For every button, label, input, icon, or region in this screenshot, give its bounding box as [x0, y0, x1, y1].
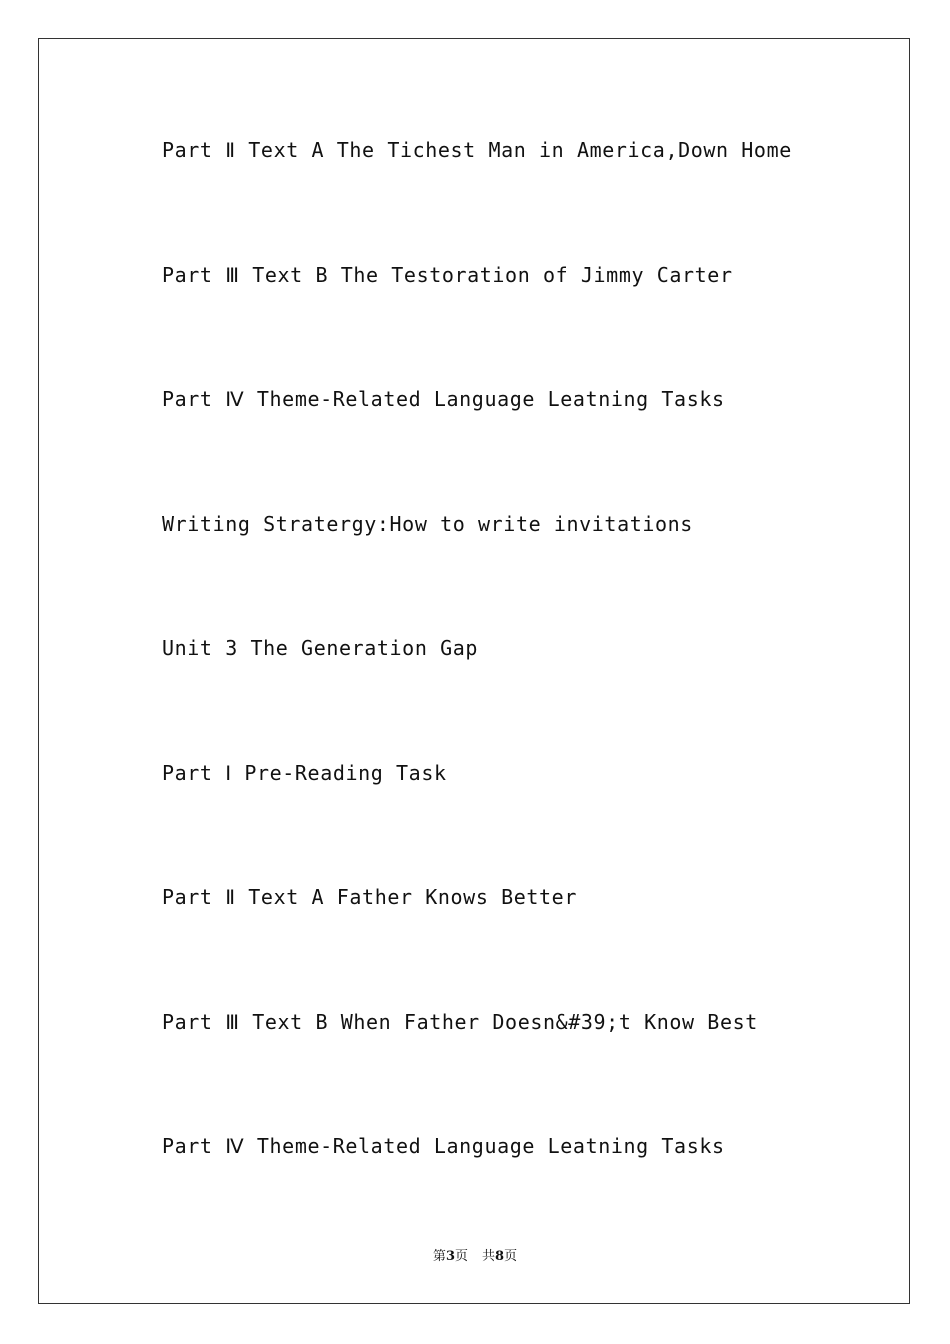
text-line: Part Ⅱ Text A The Tichest Man in America,Down Home [162, 138, 792, 162]
text-line: Writing Stratergy:How to write invitations [162, 511, 693, 536]
text-line: Part Ⅳ Theme-Related Language Leatning Tasks [162, 387, 725, 411]
text-line: Part Ⅳ Theme-Related Language Leatning Tasks [162, 1134, 725, 1158]
document-body [162, 132, 882, 1253]
page-footer [0, 1247, 950, 1267]
text-line: Part Ⅲ Text B When Father Doesn&#39;t Know Best [162, 1009, 758, 1034]
text-line: Part Ⅰ Pre-Reading Task [162, 760, 447, 785]
text-line: Part Ⅱ Text A Father Knows Better [162, 885, 577, 909]
page-suffix: 页 [454, 1249, 468, 1264]
text-line: Part Ⅲ Text B The Testoration of Jimmy Carter [162, 262, 733, 287]
total-prefix: 共 [482, 1249, 496, 1264]
total-suffix: 页 [504, 1249, 518, 1264]
page-prefix: 第 [432, 1249, 446, 1264]
total-pages: 8 [495, 1249, 505, 1264]
unit-heading: Unit 3 The Generation Gap [162, 636, 479, 660]
page-number: 3 [445, 1249, 455, 1264]
